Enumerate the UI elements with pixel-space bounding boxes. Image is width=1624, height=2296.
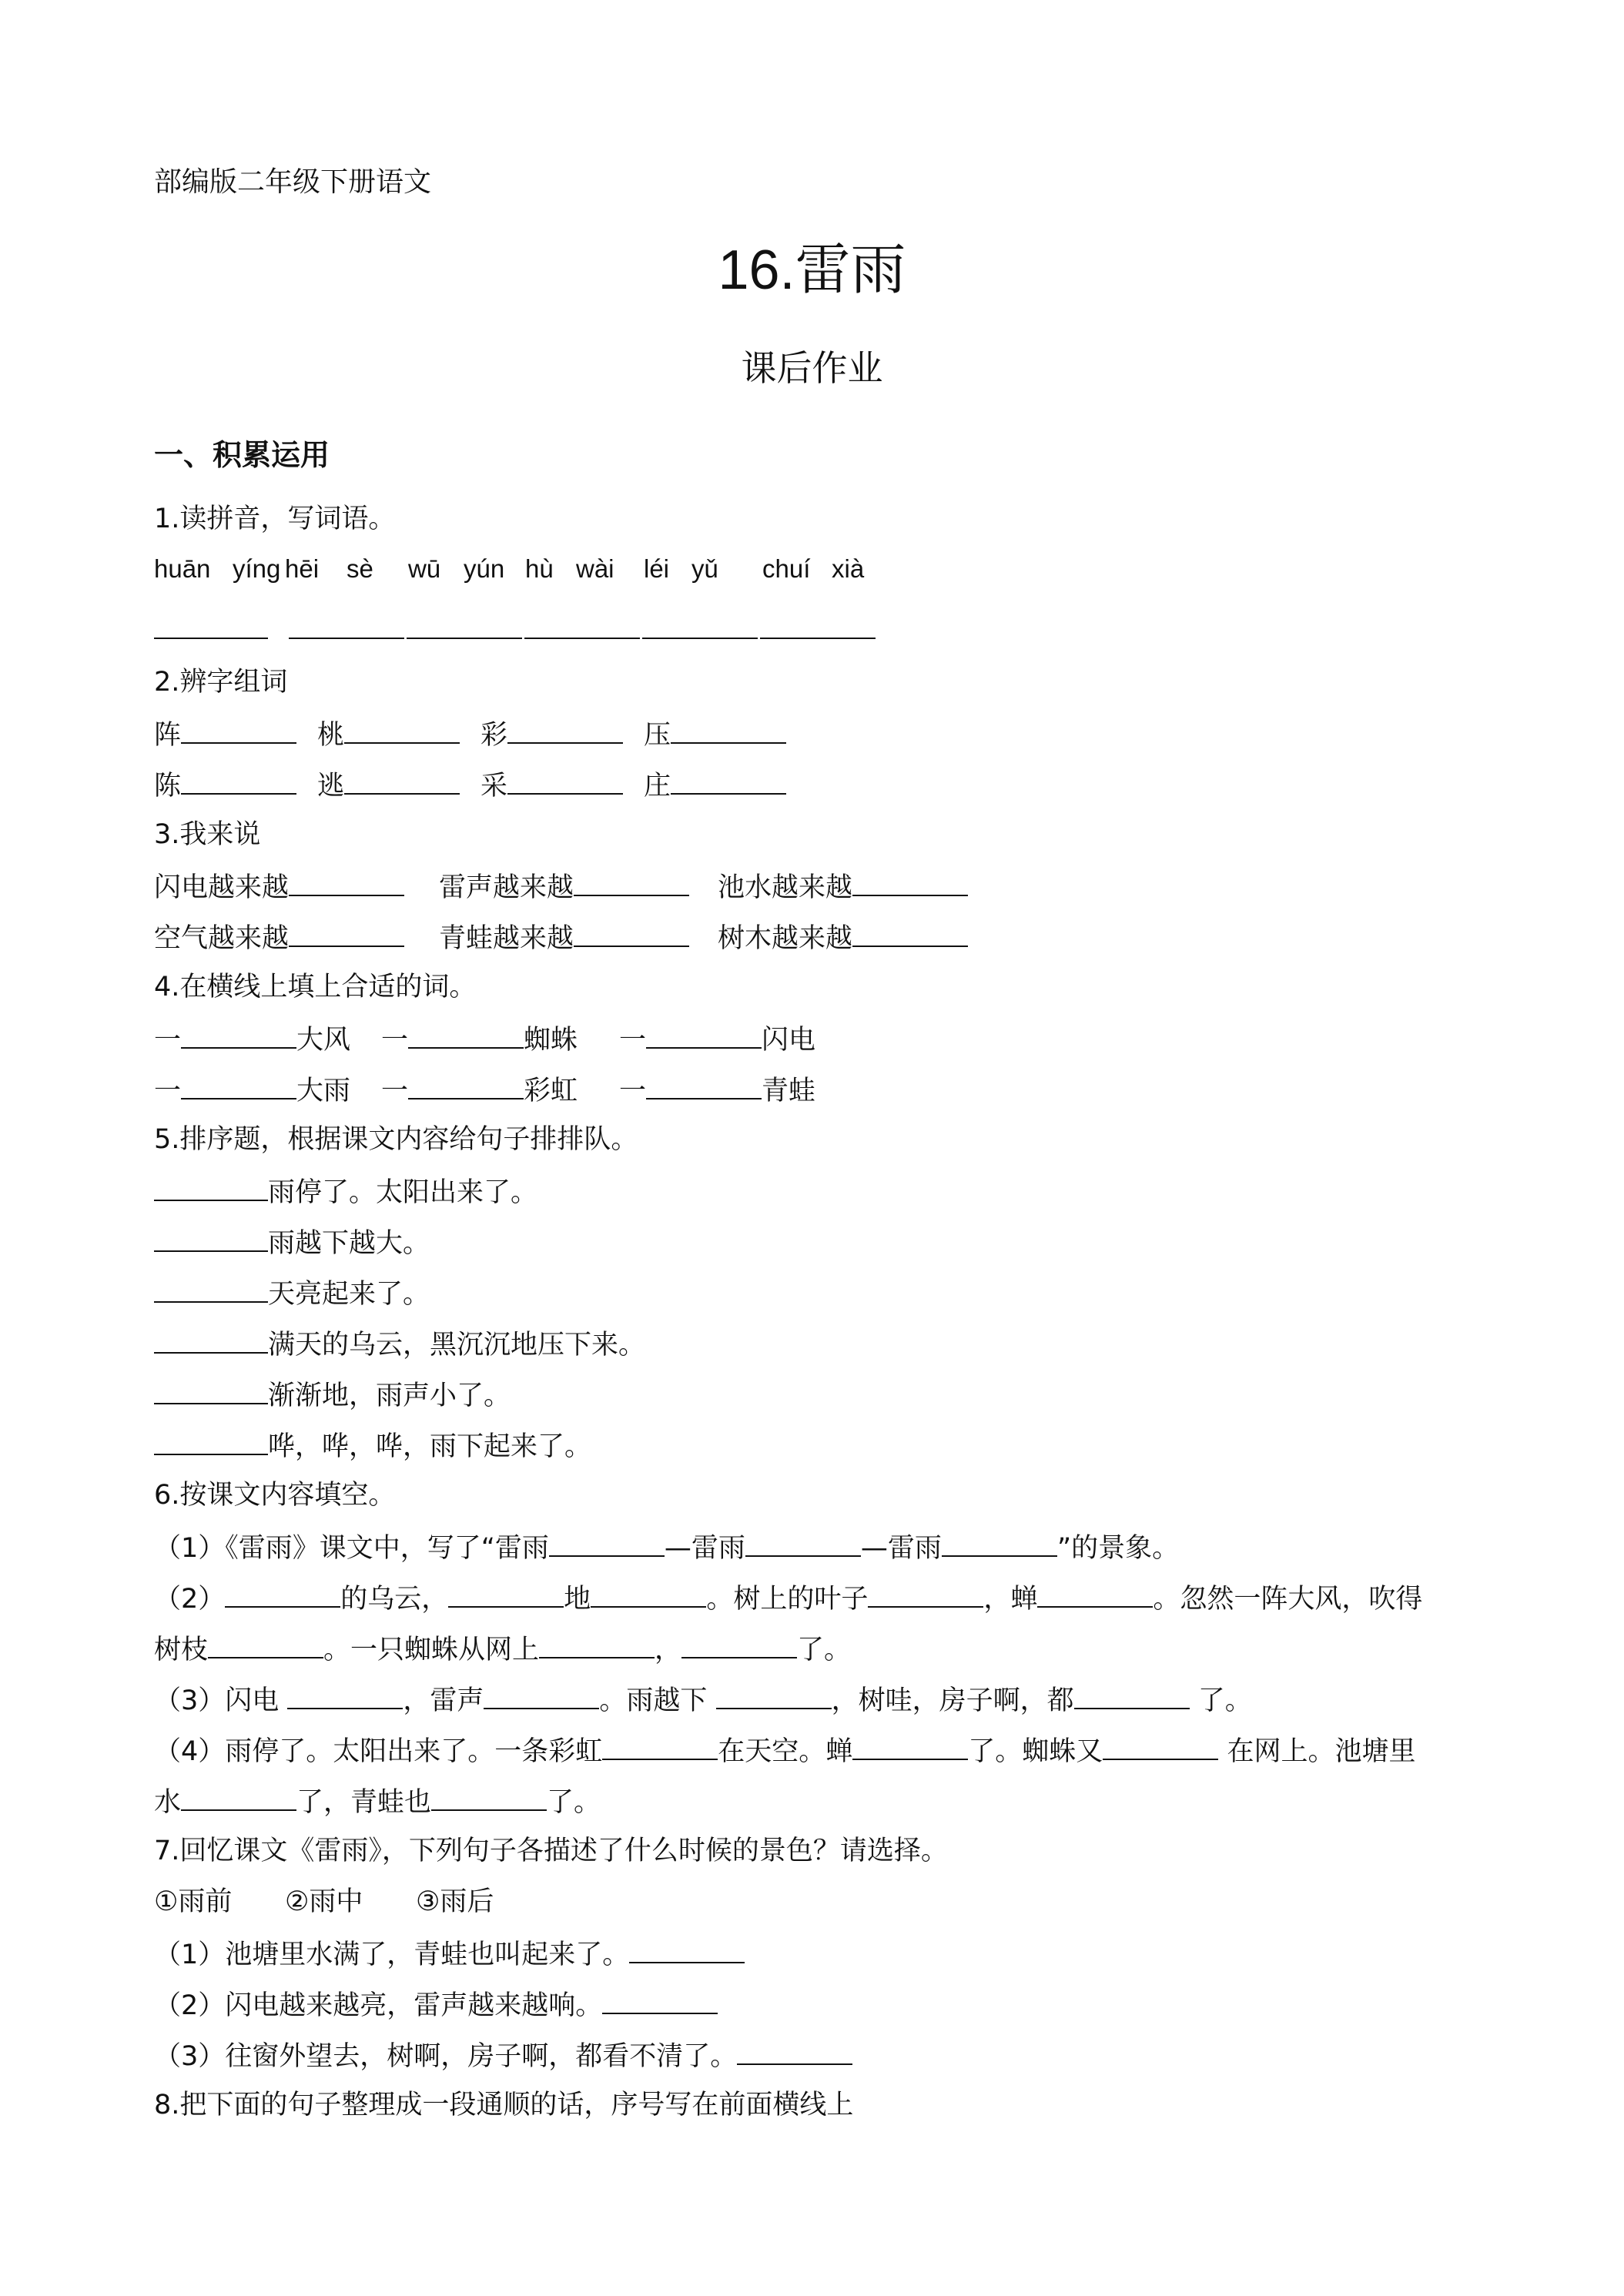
answer-blank[interactable] [181, 1070, 296, 1099]
worksheet-page: 部编版二年级下册语文 16.雷雨 课后作业 一、积累运用 1.读拼音，写词语。 huān yíng hēi sè wū yún hù wài léi yǔ chuí xià 2.辨字组词 阵 桃 彩 压 陈 逃 采 庄 3.我来说 闪电越来越 雷声越来越 池水越来越 空气越来越 青蛙越来越 树木越来越 4.在横线上填上合适的词。 一 大风 一 蜘蛛 一 闪电 一 大雨 一 彩虹 一 青蛙 5.排序题，根据课文内容给句子排排队。 雨停了。太阳出来了。 雨越下越大。 天亮起来了。 满天的乌云，黑沉沉地压下来。 渐渐地，雨声小了。 哗，哗，哗，雨下起来了。 6.按课文内容填空。 （1）《雷雨》课文中，写了“雷雨 —雷雨 —雷雨 ”的景象。 （2） 的乌云， 地 。树上的叶子 ，蝉 。忽然一阵大风，吹得 树枝 。一只蜘蛛从网上 ， 了。 （3）闪电 ，雷声 。雨越下 ，树哇，房子啊，都 了。 （4）雨停了。太阳出来了。一条彩虹 在天空。蝉 了。蜘蛛又 在网上。池塘里 水 了，青蛙也 了。 7.回忆课文《雷雨》，下列句子各描述了什么时候的景色？请选择。 ①雨前 ②雨中 ③雨后 （1）池塘里水满了，青蛙也叫起来了。 （2）闪电越来越亮，雷声越来越响。 （3）往窗外望去，树啊，房子啊，都看不清了。 8.把下面的句子整理成一段通顺的话，序号写在前面横线上 [0, 0, 1624, 2296]
question-5-title: 5.排序题，根据课文内容给句子排排队。 [154, 1124, 638, 1155]
answer-blank[interactable] [507, 715, 623, 744]
pinyin: yǔ [691, 554, 718, 583]
answer-blank[interactable] [289, 918, 404, 947]
answer-blank[interactable] [646, 1070, 762, 1099]
answer-blank[interactable] [716, 1680, 832, 1709]
pinyin-row [0, 554, 1624, 593]
answer-blank[interactable] [852, 1731, 968, 1760]
answer-blank[interactable] [737, 2036, 852, 2065]
answer-blank[interactable] [208, 1629, 323, 1658]
answer-blank[interactable] [448, 1578, 564, 1608]
answer-blank[interactable] [507, 765, 623, 795]
answer-blank[interactable] [154, 638, 268, 639]
q7-option-1: ①雨前 [154, 1886, 233, 1917]
q7-option-2: ②雨中 [285, 1886, 363, 1917]
answer-blank[interactable] [760, 638, 876, 639]
list-item: 满天的乌云，黑沉沉地压下来。 [154, 1324, 645, 1364]
page-subtitle: 课后作业 [741, 347, 883, 389]
q2-row-1: 阵 [154, 715, 296, 754]
q6-part-1: （1）《雷雨》课文中，写了“雷雨 —雷雨 —雷雨 ”的景象。 [154, 1528, 1179, 1567]
pinyin: huān [154, 554, 211, 583]
q2-row-2: 陈 [154, 765, 296, 805]
answer-blank[interactable] [942, 1528, 1057, 1557]
answer-blank[interactable] [524, 638, 640, 639]
answer-blank[interactable] [287, 1680, 403, 1709]
question-4-title: 4.在横线上填上合适的词。 [154, 972, 477, 1002]
answer-blank[interactable] [646, 1019, 762, 1049]
pinyin: léi [644, 554, 670, 583]
answer-blank[interactable] [407, 638, 522, 639]
answer-blank[interactable] [154, 1426, 268, 1455]
answer-blank[interactable] [289, 638, 404, 639]
list-item: （2）闪电越来越亮，雷声越来越响。 [154, 1985, 718, 2024]
answer-blank[interactable] [852, 867, 968, 896]
list-item: 天亮起来了。 [154, 1274, 430, 1313]
list-item: 雨越下越大。 [154, 1223, 430, 1262]
answer-blank[interactable] [745, 1528, 861, 1557]
answer-blank[interactable] [574, 867, 689, 896]
pinyin: yún [464, 554, 505, 583]
q7-option-3: ③雨后 [416, 1886, 494, 1917]
answer-blank[interactable] [1074, 1680, 1190, 1709]
answer-blank[interactable] [539, 1629, 655, 1658]
answer-blank[interactable] [289, 867, 404, 896]
header: 部编版二年级下册语文 [154, 166, 432, 198]
answer-blank[interactable] [154, 1172, 268, 1201]
q6-part-3: （3）闪电 ，雷声 。雨越下 ，树哇，房子啊，都 了。 [154, 1680, 1252, 1719]
list-item: （3）往窗外望去，树啊，房子啊，都看不清了。 [154, 2036, 852, 2075]
q6-part-4: （4）雨停了。太阳出来了。一条彩虹 在天空。蝉 了。蜘蛛又 在网上。池塘里 [154, 1731, 1415, 1770]
pinyin: hēi [285, 554, 320, 583]
answer-blank[interactable] [1037, 1578, 1153, 1608]
q6-part-2: （2） 的乌云， 地 。树上的叶子 ，蝉 。忽然一阵大风，吹得 [154, 1578, 1422, 1618]
answer-blank[interactable] [671, 715, 786, 744]
pinyin: wū [408, 554, 441, 583]
answer-blank[interactable] [602, 1985, 718, 2014]
answer-blank[interactable] [225, 1578, 340, 1608]
answer-blank[interactable] [574, 918, 689, 947]
answer-blank[interactable] [344, 715, 460, 744]
pinyin: yíng [233, 554, 281, 583]
list-item: 渐渐地，雨声小了。 [154, 1375, 511, 1414]
answer-blank[interactable] [344, 765, 460, 795]
answer-blank[interactable] [408, 1070, 524, 1099]
answer-blank[interactable] [852, 918, 968, 947]
answer-blank[interactable] [602, 1731, 718, 1760]
answer-blank[interactable] [629, 1934, 745, 1963]
pinyin: sè [347, 554, 373, 583]
answer-blank[interactable] [154, 1274, 268, 1303]
question-1-title: 1.读拼音，写词语。 [154, 504, 396, 534]
question-8-title: 8.把下面的句子整理成一段通顺的话，序号写在前面横线上 [154, 2090, 854, 2120]
answer-blank[interactable] [181, 1019, 296, 1049]
question-3-title: 3.我来说 [154, 819, 261, 850]
answer-blank[interactable] [431, 1782, 547, 1811]
answer-blank[interactable] [681, 1629, 797, 1658]
pinyin: wài [576, 554, 614, 583]
pinyin: hù [525, 554, 554, 583]
question-6-title: 6.按课文内容填空。 [154, 1480, 396, 1511]
pinyin: xià [832, 554, 865, 583]
answer-blank[interactable] [484, 1680, 599, 1709]
answer-blank[interactable] [591, 1578, 706, 1608]
page-title: 16.雷雨 [718, 239, 906, 301]
answer-blank[interactable] [154, 1324, 268, 1354]
answer-blank[interactable] [408, 1019, 524, 1049]
answer-blank[interactable] [181, 765, 296, 795]
list-item: 哗，哗，哗，雨下起来了。 [154, 1426, 591, 1465]
answer-blank[interactable] [868, 1578, 983, 1608]
section-heading: 一、积累运用 [154, 438, 330, 472]
answer-blank[interactable] [154, 1375, 268, 1404]
question-7-title: 7.回忆课文《雷雨》，下列句子各描述了什么时候的景色？请选择。 [154, 1836, 948, 1866]
answer-blank[interactable] [181, 1782, 296, 1811]
answer-blank[interactable] [154, 1223, 268, 1252]
pinyin: chuí [762, 554, 811, 583]
answer-blank[interactable] [181, 715, 296, 744]
list-item: （1）池塘里水满了，青蛙也叫起来了。 [154, 1934, 745, 1973]
answer-blank[interactable] [1103, 1731, 1218, 1760]
question-2-title: 2.辨字组词 [154, 667, 288, 698]
answer-blank[interactable] [549, 1528, 665, 1557]
answer-blank[interactable] [671, 765, 786, 795]
answer-blank[interactable] [642, 638, 758, 639]
list-item: 雨停了。太阳出来了。 [154, 1172, 537, 1211]
